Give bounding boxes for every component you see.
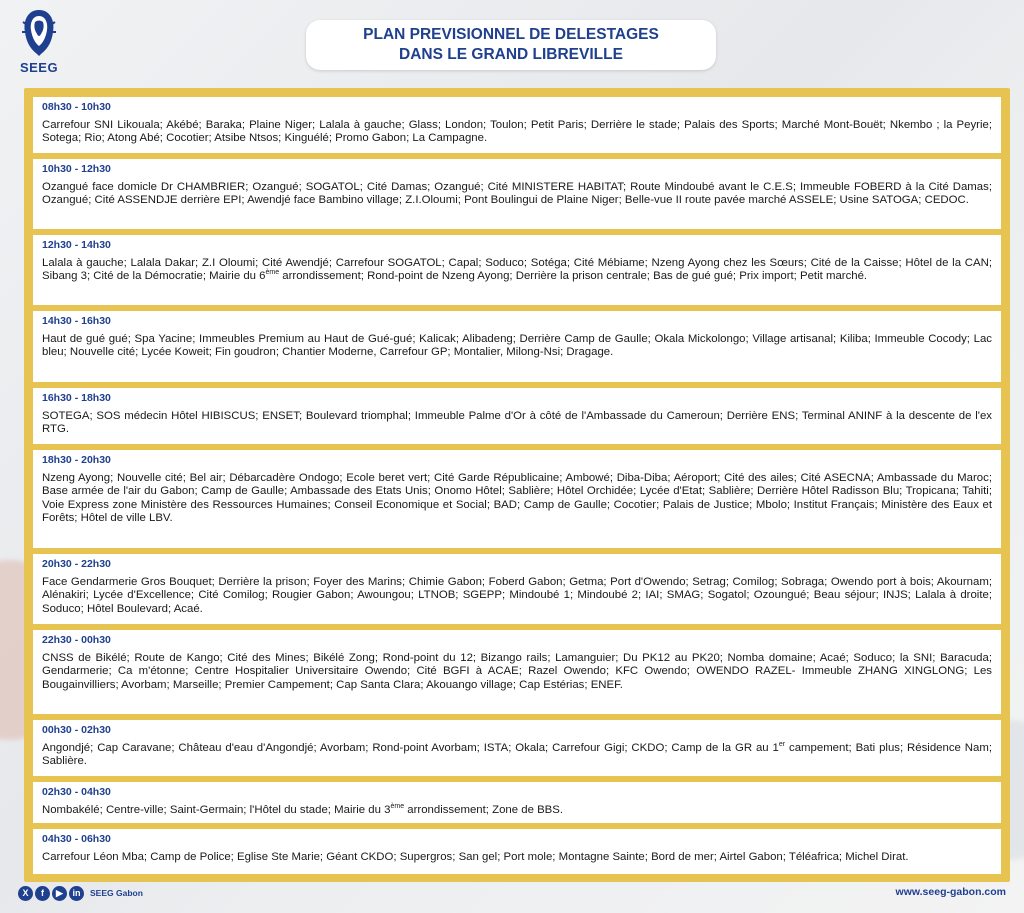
schedule-frame xyxy=(24,88,1010,882)
schedule-block xyxy=(33,235,1001,305)
time-slot: 20h30 - 22h30 xyxy=(42,558,111,570)
affected-areas: Carrefour Léon Mba; Camp de Police; Eglise Ste Marie; Géant CKDO; Supergros; San gel; Port mole; Montagne Sainte; Bord de mer; Airtel Gabon; Téléafrica; Michel Dirat. xyxy=(42,851,909,863)
schedule-block xyxy=(33,829,1001,874)
youtube-icon[interactable]: ▶ xyxy=(52,886,67,901)
affected-areas: CNSS de Bikélé; Route de Kango; Cité des Mines; Bikélé Zong; Rond-point du 12; Bizango rails; Lamanguier; Du PK12 au PK20; Nomba domaine; Acaé; Soduco; la SNI; Baracuda; Gendarmerie; Ca m'étonne; Centre Hospitalier Universitaire Owendo; Cité BGFI à ACAE; Razel Owendo; KFC Owendo; OWENDO RAZEL- Immeuble ZHANG XINGLONG; Les Bougainvilliers; Avorbam; Marseille; Premier Campement; Cap Santa Clara; Akouango village; Cap Estérias; ENEF. xyxy=(42,652,992,691)
schedule-block xyxy=(33,630,1001,714)
schedule-block xyxy=(33,554,1001,624)
affected-areas: Nzeng Ayong; Nouvelle cité; Bel air; Débarcadère Ondogo; Ecole beret vert; Cité Garde Républicaine; Ambowé; Diba-Diba; Aéroport; Cité des ailes; Cité ASECNA; Ambassade du Maroc; Base armée de l'air du Gabon; Camp de Gaulle; Ambassade des Etats Unis; Onomo Hôtel; Sablière; Hôtel Orchidée; Lycée d'Etat; Sablière; Derrière Hôtel Radisson Blu; Tropicana; Tahiti; Voie Express zone Ministère des Ressources Humaines; Conseil Economique et Social; BAD; Camp de Gaulle; Cocotier; Palais de Justice; Mbolo; Institut Français; Ministère des Eaux et Forêts; Hôtel de ville LBV. xyxy=(42,472,992,525)
time-slot: 12h30 - 14h30 xyxy=(42,239,111,251)
schedule-block xyxy=(33,159,1001,229)
schedule-block xyxy=(33,450,1001,548)
time-slot: 22h30 - 00h30 xyxy=(42,634,111,646)
time-slot: 02h30 - 04h30 xyxy=(42,786,111,798)
schedule-block xyxy=(33,311,1001,382)
affected-areas: SOTEGA; SOS médecin Hôtel HIBISCUS; ENSET; Boulevard triomphal; Immeuble Palme d'Or à côté de l'Ambassade du Cameroun; Derrière ENS; Terminal ANINF à la descente de l'ex RTG. xyxy=(42,410,992,436)
time-slot: 00h30 - 02h30 xyxy=(42,724,111,736)
affected-areas: Carrefour SNI Likouala; Akébé; Baraka; Plaine Niger; Lalala à gauche; Glass; London; Toulon; Petit Paris; Derrière le stade; Palais des Sports; Marché Mont-Bouët; Nkembo ; la Peyrie; Sotega; Rio; Atong Abé; Cocotier; Atsibe Ntsos; Kinguélé; Promo Gabon; La Campagne. xyxy=(42,119,992,145)
social-handle: SEEG Gabon xyxy=(90,888,143,898)
time-slot: 16h30 - 18h30 xyxy=(42,392,111,404)
x-icon[interactable]: X xyxy=(18,886,33,901)
affected-areas: Ozangué face domicle Dr CHAMBRIER; Ozangué; SOGATOL; Cité Damas; Ozangué; Cité MINISTERE HABITAT; Route Mindoubé avant le C.E.S; Immeuble FOBERD à la Cité Damas; Ozangué; Cité ASSENDJE derrière EPI; Awendjé face Bambino village; Z.I.Oloumi; Pont Boulingui de Plaine Niger; Belle-vue II route pavée marché ASSELE; Usine SATOGA; CEDOC. xyxy=(42,181,992,207)
website-link[interactable]: www.seeg-gabon.com xyxy=(895,886,1006,898)
title-line-1: PLAN PREVISIONNEL DE DELESTAGES xyxy=(363,26,659,43)
time-slot: 18h30 - 20h30 xyxy=(42,454,111,466)
schedule-block xyxy=(33,782,1001,823)
page-title xyxy=(306,20,716,70)
time-slot: 14h30 - 16h30 xyxy=(42,315,111,327)
facebook-icon[interactable]: f xyxy=(35,886,50,901)
title-line-2: DANS LE GRAND LIBREVILLE xyxy=(399,46,623,63)
seeg-logo xyxy=(14,8,64,86)
affected-areas: Face Gendarmerie Gros Bouquet; Derrière la prison; Foyer des Marins; Chimie Gabon; Foberd Gabon; Getma; Port d'Owendo; Setrag; Comilog; Sobraga; Owendo port à bois; Akournam; Alénakiri; Lycée d'Excellence; Cité Comilog; Rougier Gabon; Awoungou; LTNOB; SGEPP; Mindoubé 1; Mindoubé 2; IAI; SMAG; Sogatol; Ozoungué; Beau séjour; INJS; Lalala à droite; Soduco; Hôtel Boulevard; Acaé. xyxy=(42,576,992,615)
schedule-block xyxy=(33,388,1001,444)
linkedin-icon[interactable]: in xyxy=(69,886,84,901)
schedule-block xyxy=(33,720,1001,776)
logo-text: SEEG xyxy=(19,60,59,75)
schedule-block xyxy=(33,97,1001,153)
time-slot: 08h30 - 10h30 xyxy=(42,101,111,113)
time-slot: 10h30 - 12h30 xyxy=(42,163,111,175)
affected-areas: Haut de gué gué; Spa Yacine; Immeubles Premium au Haut de Gué-gué; Kalicak; Alibadeng; Derrière Camp de Gaulle; Okala Mickolongo; Village artisanal; Kiliba; Immeuble Cocody; Lac bleu; Nouvelle cité; Lycée Koweit; Fin goudron; Chantier Moderne, Carrefour GP; Montalier, Milong-Nsi; Dragage. xyxy=(42,333,992,359)
social-links xyxy=(18,883,143,903)
affected-areas: Lalala à gauche; Lalala Dakar; Z.I Oloumi; Cité Awendjé; Carrefour SOGATOL; Capal; Soduco; Sotéga; Cité Mébiame; Nzeng Ayong chez les Sœurs; Cité de la Caisse; Hôtel de la CAN; Sibang 3; Cité de la Démocratie; Mairie du 6ème arrondissement; Rond-point de Nzeng Ayong; Derrière la prison centrale; Bas de gué gué; Prix import; Petit marché. xyxy=(42,257,992,283)
affected-areas: Angondjé; Cap Caravane; Château d'eau d'Angondjé; Avorbam; Rond-point Avorbam; ISTA; Okala; Carrefour Gigi; CKDO; Camp de la GR au 1er campement; Bati plus; Résidence Nam; Sablière. xyxy=(42,741,992,768)
affected-areas: Nombakélé; Centre-ville; Saint-Germain; l'Hôtel du stade; Mairie du 3ème arrondissement; Zone de BBS. xyxy=(42,803,564,816)
seeg-logo-icon xyxy=(19,8,59,58)
time-slot: 04h30 - 06h30 xyxy=(42,833,111,845)
